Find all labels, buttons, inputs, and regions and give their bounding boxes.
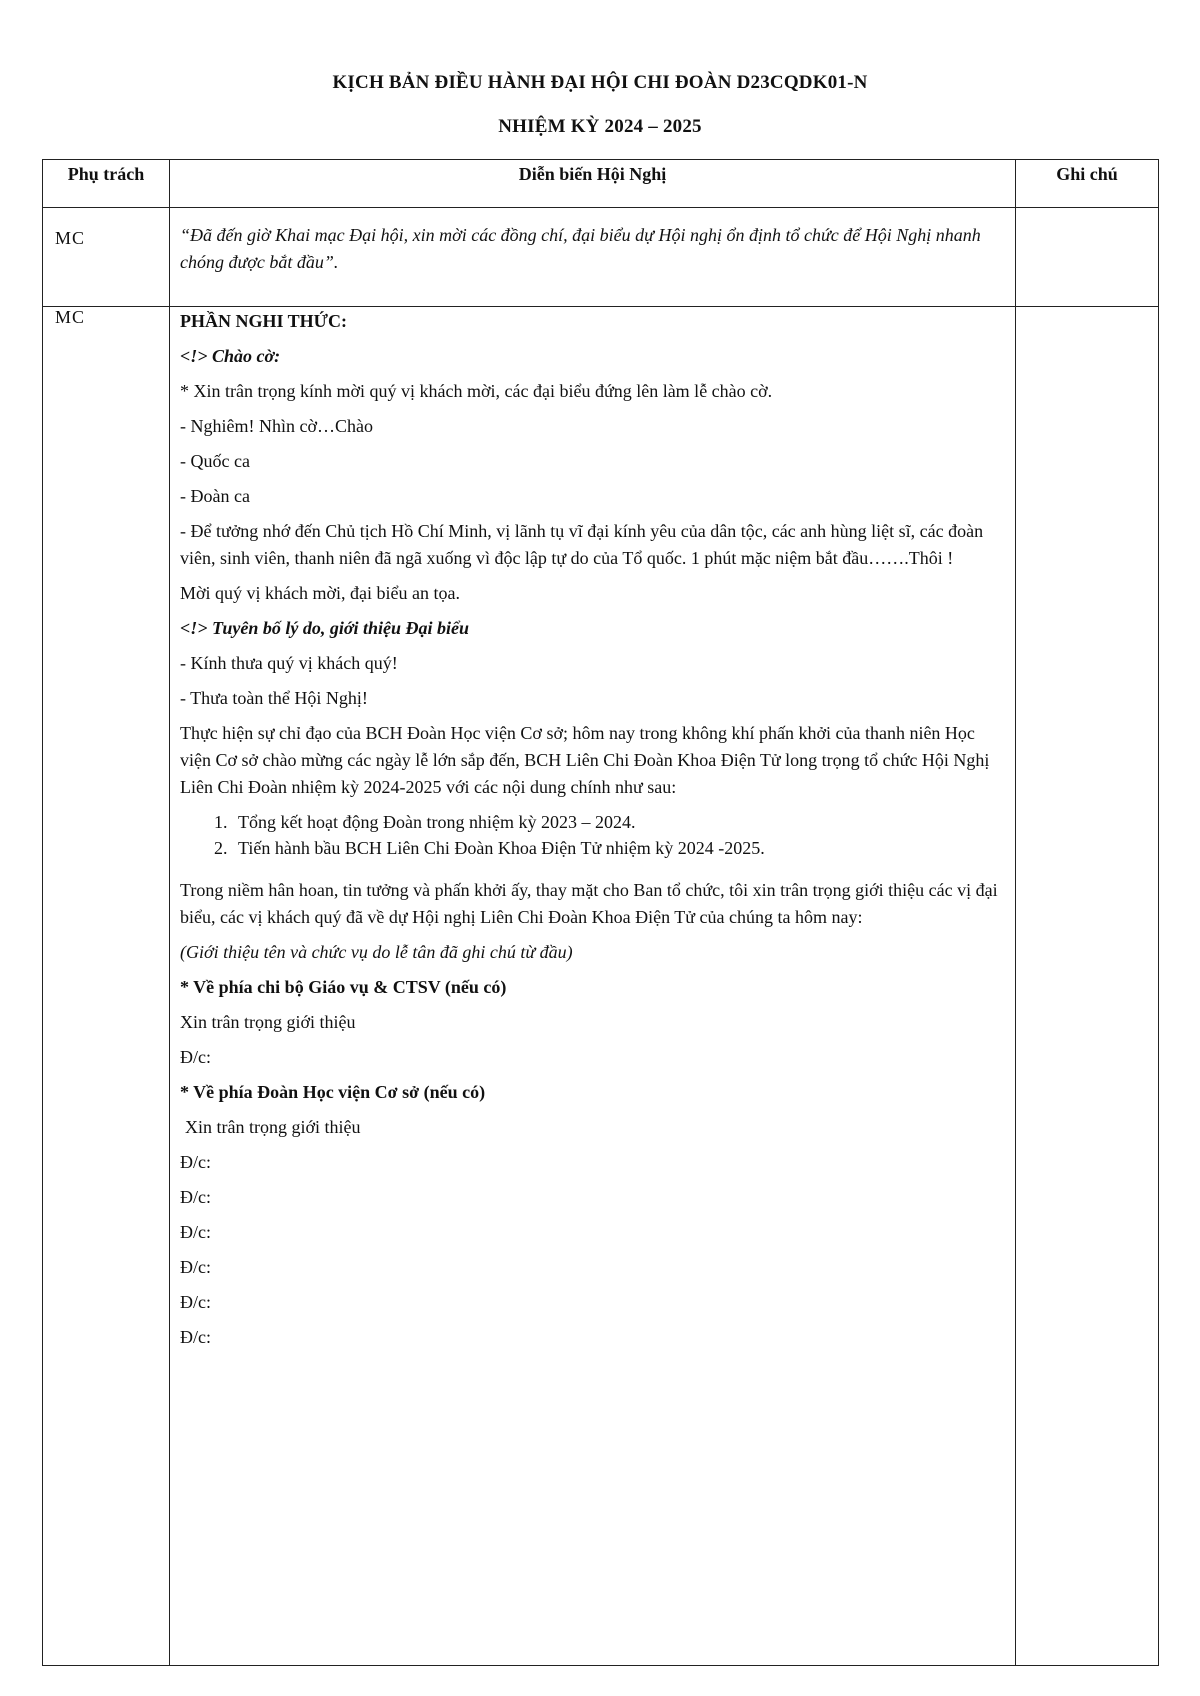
table-row: [43, 208, 1159, 307]
delegates-intro-paragraph: Trong niềm hân hoan, tin tưởng và phấn khởi ấy, thay mặt cho Ban tổ chức, tôi xin trân trọng giới thiệu các vị đại biểu, các vị khách quý đã về dự Hội nghị Liên Chi Đoàn Khoa Điện Tử của chúng ta hôm nay:: [180, 880, 998, 927]
section-heading: PHẦN NGHI THỨC:: [180, 311, 348, 331]
branch-heading: * Về phía chi bộ Giáo vụ & CTSV (nếu có): [180, 977, 507, 997]
delegates-note: (Giới thiệu tên và chức vụ do lễ tân đã ghi chú từ đầu): [180, 942, 573, 962]
responsible-cell: MC: [43, 208, 170, 307]
table-header-row: [43, 160, 1159, 208]
list-item: 1. Tổng kết hoạt động Đoàn trong nhiệm kỳ 2023 – 2024.: [232, 809, 1005, 835]
union-delegate-line: Đ/c:: [180, 1327, 211, 1347]
union-intro-text: Xin trân trọng giới thiệu: [185, 1117, 361, 1137]
greet-guests-text: - Kính thưa quý vị khách quý!: [180, 653, 398, 673]
youth-anthem-text: - Đoàn ca: [180, 486, 250, 506]
table-row: [43, 307, 1159, 1666]
responsible-cell: MC: [43, 307, 170, 1666]
header-proceedings: Diễn biến Hội Nghị: [170, 160, 1016, 208]
union-delegate-line: Đ/c:: [180, 1152, 211, 1172]
agenda-list: [180, 809, 1005, 861]
flag-invite-text: * Xin trân trọng kính mời quý vị khách mời, các đại biểu đứng lên làm lễ chào cờ.: [180, 381, 773, 401]
branch-delegate-line: Đ/c:: [180, 1047, 211, 1067]
intro-paragraph: Thực hiện sự chỉ đạo của BCH Đoàn Học viện Cơ sở; hôm nay trong không khí phấn khởi của thanh niên Học viện Cơ sở chào mừng các ngày lễ lớn sắp đến, BCH Liên Chi Đoàn Khoa Điện Tử long trọng tổ chức Hội Nghị Liên Chi Đoàn nhiệm kỳ 2024-2025 với các nội dung chính như sau:: [180, 723, 990, 797]
document-title: KỊCH BẢN ĐIỀU HÀNH ĐẠI HỘI CHI ĐOÀN D23CQDK01-N: [332, 72, 868, 93]
notes-cell: [1016, 208, 1159, 307]
greet-assembly-text: - Thưa toàn thể Hội Nghị!: [180, 688, 368, 708]
header-responsible: Phụ trách: [43, 160, 170, 208]
proceedings-cell: [170, 208, 1016, 307]
reason-heading: <!> Tuyên bố lý do, giới thiệu Đại biểu: [180, 618, 470, 638]
union-delegate-line: Đ/c:: [180, 1187, 211, 1207]
national-anthem-text: - Quốc ca: [180, 451, 250, 471]
header-notes: Ghi chú: [1016, 160, 1159, 208]
union-delegate-line: Đ/c:: [180, 1222, 211, 1242]
list-item: 2. Tiến hành bầu BCH Liên Chi Đoàn Khoa Điện Tử nhiệm kỳ 2024 -2025.: [232, 835, 1005, 861]
be-seated-text: Mời quý vị khách mời, đại biểu an tọa.: [180, 583, 460, 603]
branch-intro-text: Xin trân trọng giới thiệu: [180, 1012, 356, 1032]
union-heading: * Về phía Đoàn Học viện Cơ sở (nếu có): [180, 1082, 486, 1102]
notes-cell: [1016, 307, 1159, 1666]
union-delegate-line: Đ/c:: [180, 1292, 211, 1312]
minute-silence-text: - Để tưởng nhớ đến Chủ tịch Hồ Chí Minh, vị lãnh tụ vĩ đại kính yêu của dân tộc, các anh hùng liệt sĩ, các đoàn viên, sinh viên, thanh niên đã ngã xuống vì độc lập tự do của Tổ quốc. 1 phút mặc niệm bắt đầu…….Thôi !: [180, 521, 984, 568]
opening-call-text: “Đã đến giờ Khai mạc Đại hội, xin mời các đồng chí, đại biểu dự Hội nghị ổn định tổ chức để Hội Nghị nhanh chóng được bắt đầu”.: [180, 225, 981, 272]
script-table: [42, 159, 1159, 1666]
flag-salute-text: - Nghiêm! Nhìn cờ…Chào: [180, 416, 373, 436]
proceedings-cell: [170, 307, 1016, 1666]
document-subtitle: NHIỆM KỲ 2024 – 2025: [498, 116, 702, 137]
union-delegate-line: Đ/c:: [180, 1257, 211, 1277]
flag-ceremony-heading: <!> Chào cờ:: [180, 346, 281, 366]
